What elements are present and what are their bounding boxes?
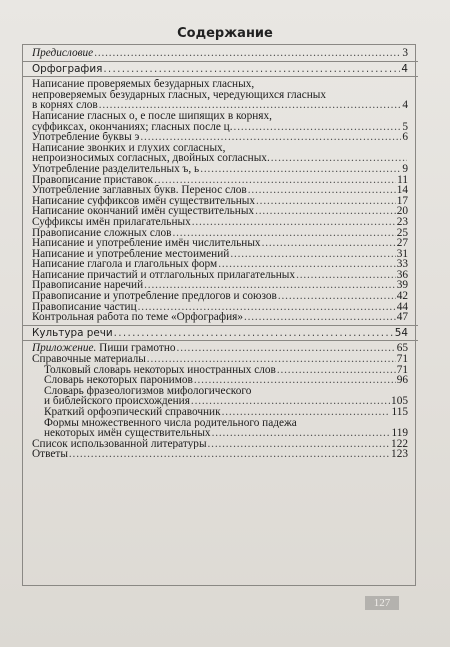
toc-entry-row <box>32 217 408 228</box>
toc-entry-page: 9 <box>402 163 408 175</box>
toc-leader-dots <box>244 312 396 323</box>
toc-entry-title: Написание окончаний имён существительных <box>32 206 255 217</box>
section-divider <box>22 325 418 326</box>
toc-entry-title: в корнях слов <box>32 100 98 111</box>
toc-entry-page: 4 <box>402 100 408 111</box>
toc-entry-title: Правописание и употребление предлогов и союзов <box>32 291 277 302</box>
toc-entry-title: Употребление буквы э <box>32 132 140 143</box>
toc-entry-page: 39 <box>396 280 408 292</box>
toc-entry-page: 11 <box>397 174 408 186</box>
toc-leader-dots <box>154 175 396 186</box>
toc-entry-page: 6 <box>402 132 408 143</box>
toc-entry-title: Орфография <box>32 63 103 75</box>
toc-entry-page: 47 <box>396 312 408 323</box>
toc-entry-row <box>32 312 408 323</box>
toc-leader-dots <box>234 122 402 133</box>
toc-leader-dots <box>256 196 396 207</box>
toc-entry-row <box>32 302 408 313</box>
toc-entry <box>32 196 408 207</box>
toc-entry-title: суффиксах, окончаниях; гласных после ц. <box>32 121 233 133</box>
toc-entry-page: 3 <box>402 48 408 59</box>
toc-entry <box>32 280 408 291</box>
toc-entry-row <box>32 328 408 339</box>
toc-entry-page: 25 <box>396 227 408 239</box>
toc-entry-title: Употребление заглавных букв. Перенос слов <box>32 185 247 196</box>
toc-leader-dots <box>103 64 400 75</box>
toc-entry-page: 71 <box>396 354 408 365</box>
toc-entry-page: 27 <box>396 238 408 249</box>
toc-entry-title: Написание суффиксов имён существительных <box>32 195 256 207</box>
toc-entry-page: 17 <box>396 195 408 207</box>
toc-entry-page: 65 <box>396 343 408 355</box>
toc-entry-row <box>32 280 408 291</box>
toc-entry <box>32 354 408 365</box>
toc-entry-page: 31 <box>396 248 408 260</box>
toc-entry-row <box>32 365 408 376</box>
toc-entry-row <box>32 428 408 439</box>
toc-entry-row <box>32 407 408 418</box>
toc-entry-line: Формы множественного числа родительного падежа <box>44 417 297 429</box>
toc-entry-row <box>32 343 408 354</box>
toc-entry-row <box>32 354 408 365</box>
toc-entry-page: 119 <box>391 428 408 439</box>
toc-entry-page: 115 <box>391 407 408 418</box>
toc-entry-title: Предисловие <box>32 48 94 59</box>
toc-entry-page: 42 <box>396 291 408 302</box>
toc-entry-page: 123 <box>391 449 408 460</box>
toc-entry-title: Суффиксы имён прилагательных <box>32 216 191 228</box>
toc-entry <box>32 365 408 376</box>
toc-entry-line: Написание звонких и глухих согласных, <box>32 142 226 154</box>
toc-leader-dots <box>278 291 396 302</box>
toc-entry-title: Ответы <box>32 449 68 460</box>
toc-entry-row <box>32 122 408 133</box>
toc-entry-title: Толковый словарь некоторых иностранных слов <box>44 364 276 376</box>
toc-entry-row <box>32 175 408 186</box>
toc-entry-row <box>32 238 408 249</box>
toc-entry <box>32 291 408 302</box>
toc-entry-line: Словарь фразеологизмов мифологического <box>44 385 252 397</box>
toc-entry-page: 105 <box>391 396 408 407</box>
toc-leader-dots <box>138 302 396 313</box>
toc-entry <box>32 238 408 249</box>
toc-entry <box>32 449 408 460</box>
toc-entry <box>32 206 408 217</box>
toc-entry <box>32 228 408 239</box>
toc-entry-row <box>32 153 408 164</box>
toc-entry <box>32 418 408 439</box>
toc-entry-title: некоторых имён существительных <box>44 428 211 439</box>
toc-entry-page: 4 <box>401 63 408 75</box>
toc-entry-row <box>32 396 408 407</box>
toc-entry-line: Написание гласных о, е после шипящих в корнях, <box>32 110 272 122</box>
section-divider <box>22 76 418 77</box>
section-divider <box>22 61 418 62</box>
toc-entry <box>32 175 408 186</box>
toc-entry-page: 23 <box>396 216 408 228</box>
toc-entry-title: Правописание приставок <box>32 174 154 186</box>
toc-entry-title: Правописание сложных слов <box>32 227 172 239</box>
toc-leader-dots <box>262 238 396 249</box>
toc-entry-row <box>32 259 408 270</box>
toc-entry <box>32 375 408 386</box>
toc-entry-title: Написание причастий и отглагольных прилагательных <box>32 269 296 281</box>
toc-entry <box>32 217 408 228</box>
toc-entry <box>32 164 408 175</box>
toc-entry <box>32 249 408 260</box>
toc-entry <box>32 64 408 75</box>
toc-entry-page: 14 <box>396 185 408 196</box>
toc-leader-dots <box>208 439 391 450</box>
toc-entry-row <box>32 64 408 75</box>
toc-entry-row <box>32 206 408 217</box>
toc-leader-dots <box>191 396 390 407</box>
toc-leader-dots <box>172 228 395 239</box>
toc-entry-title: Написание и употребление имён числительных <box>32 238 261 249</box>
toc-entry-line: непроверяемых безударных гласных, чередующихся гласных <box>32 89 326 101</box>
toc-leader-dots <box>144 280 396 291</box>
toc-entry-title <box>32 343 176 354</box>
toc-entry-row <box>32 48 408 59</box>
toc-entry-title: непроизносимых согласных, двойных согласных. <box>32 153 270 164</box>
toc-leader-dots <box>94 48 401 59</box>
toc-entry-row <box>32 439 408 450</box>
toc-entry-row <box>32 132 408 143</box>
toc-entry-title: Контрольная работа по теме «Орфография» <box>32 312 243 323</box>
toc-entry-title: Правописание частиц <box>32 301 137 313</box>
toc-entry-row <box>32 270 408 281</box>
toc-entry <box>32 185 408 196</box>
toc-leader-dots <box>222 407 391 418</box>
toc-entry <box>32 302 408 313</box>
toc-leader-dots <box>194 375 396 386</box>
section-divider <box>22 340 418 341</box>
toc-entry-page: 122 <box>391 438 408 450</box>
toc-entry-page: 71 <box>396 364 408 376</box>
toc-entry-page: 5 <box>402 121 408 133</box>
toc-entry-page: 96 <box>396 375 408 386</box>
toc-entry-row <box>32 375 408 386</box>
toc-leader-dots <box>99 100 402 111</box>
toc-entry-row <box>32 249 408 260</box>
toc-entry <box>32 111 408 132</box>
toc-leader-dots <box>147 354 396 365</box>
page-number: 127 <box>365 596 399 610</box>
toc-leader-dots <box>248 185 396 196</box>
toc-entry-title: Правописание наречий <box>32 280 144 292</box>
toc-entry <box>32 328 408 339</box>
toc-entry-title: Справочные материалы <box>32 354 146 365</box>
toc-entry <box>32 48 408 59</box>
toc-entry <box>32 407 408 418</box>
toc-entry <box>32 143 408 164</box>
toc-entry-title: Краткий орфоэпический справочник <box>44 407 221 418</box>
toc-leader-dots <box>69 449 390 460</box>
toc-leader-dots <box>200 164 401 175</box>
toc-leader-dots <box>192 217 396 228</box>
toc-entry <box>32 343 408 354</box>
toc-entry-row <box>32 228 408 239</box>
toc-entry-title-italic: Приложение. <box>32 343 97 355</box>
toc-leader-dots <box>212 428 391 439</box>
toc-leader-dots <box>277 365 396 376</box>
toc-leader-dots <box>177 343 396 354</box>
toc-entry-page: 44 <box>396 301 408 313</box>
toc-entry-row <box>32 196 408 207</box>
toc-entry <box>32 270 408 281</box>
toc-entry-page: 33 <box>396 259 408 270</box>
toc-leader-dots <box>296 270 396 281</box>
toc-entry-page: 36 <box>396 269 408 281</box>
toc-entry-title-rest: Пиши грамотно <box>96 343 176 355</box>
toc-leader-dots <box>140 132 401 143</box>
toc-entry <box>32 259 408 270</box>
toc-entry-row <box>32 164 408 175</box>
toc-leader-dots <box>218 259 396 270</box>
toc-entry-row <box>32 291 408 302</box>
toc-entry-page: 54 <box>394 327 408 339</box>
toc-leader-dots <box>255 206 396 217</box>
toc-entry-title: Написание глагола и глагольных форм <box>32 259 218 270</box>
toc-entry-title: Словарь некоторых паронимов <box>44 375 193 386</box>
toc-entry <box>32 132 408 143</box>
toc-entry-row <box>32 449 408 460</box>
toc-entry <box>32 439 408 450</box>
toc-entry <box>32 79 408 111</box>
toc-entry-title: и библейского происхождения <box>44 396 190 407</box>
toc-leader-dots <box>271 153 407 164</box>
toc-entry-title: Список использованной литературы <box>32 438 207 450</box>
toc-entry-title: Культура речи <box>32 327 113 339</box>
toc-leader-dots <box>230 249 395 260</box>
toc-entry <box>32 312 408 323</box>
table-of-contents <box>32 48 408 460</box>
toc-leader-dots <box>114 328 394 339</box>
toc-entry-title: Написание и употребление местоимений <box>32 248 230 260</box>
page-title: Содержание <box>177 26 273 41</box>
toc-entry-page: 20 <box>396 206 408 217</box>
toc-entry <box>32 386 408 407</box>
toc-entry-row <box>32 185 408 196</box>
toc-entry-row <box>32 100 408 111</box>
toc-entry-line: Написание проверяемых безударных гласных, <box>32 79 255 90</box>
toc-entry-title: Употребление разделительных ъ, ь <box>32 163 200 175</box>
